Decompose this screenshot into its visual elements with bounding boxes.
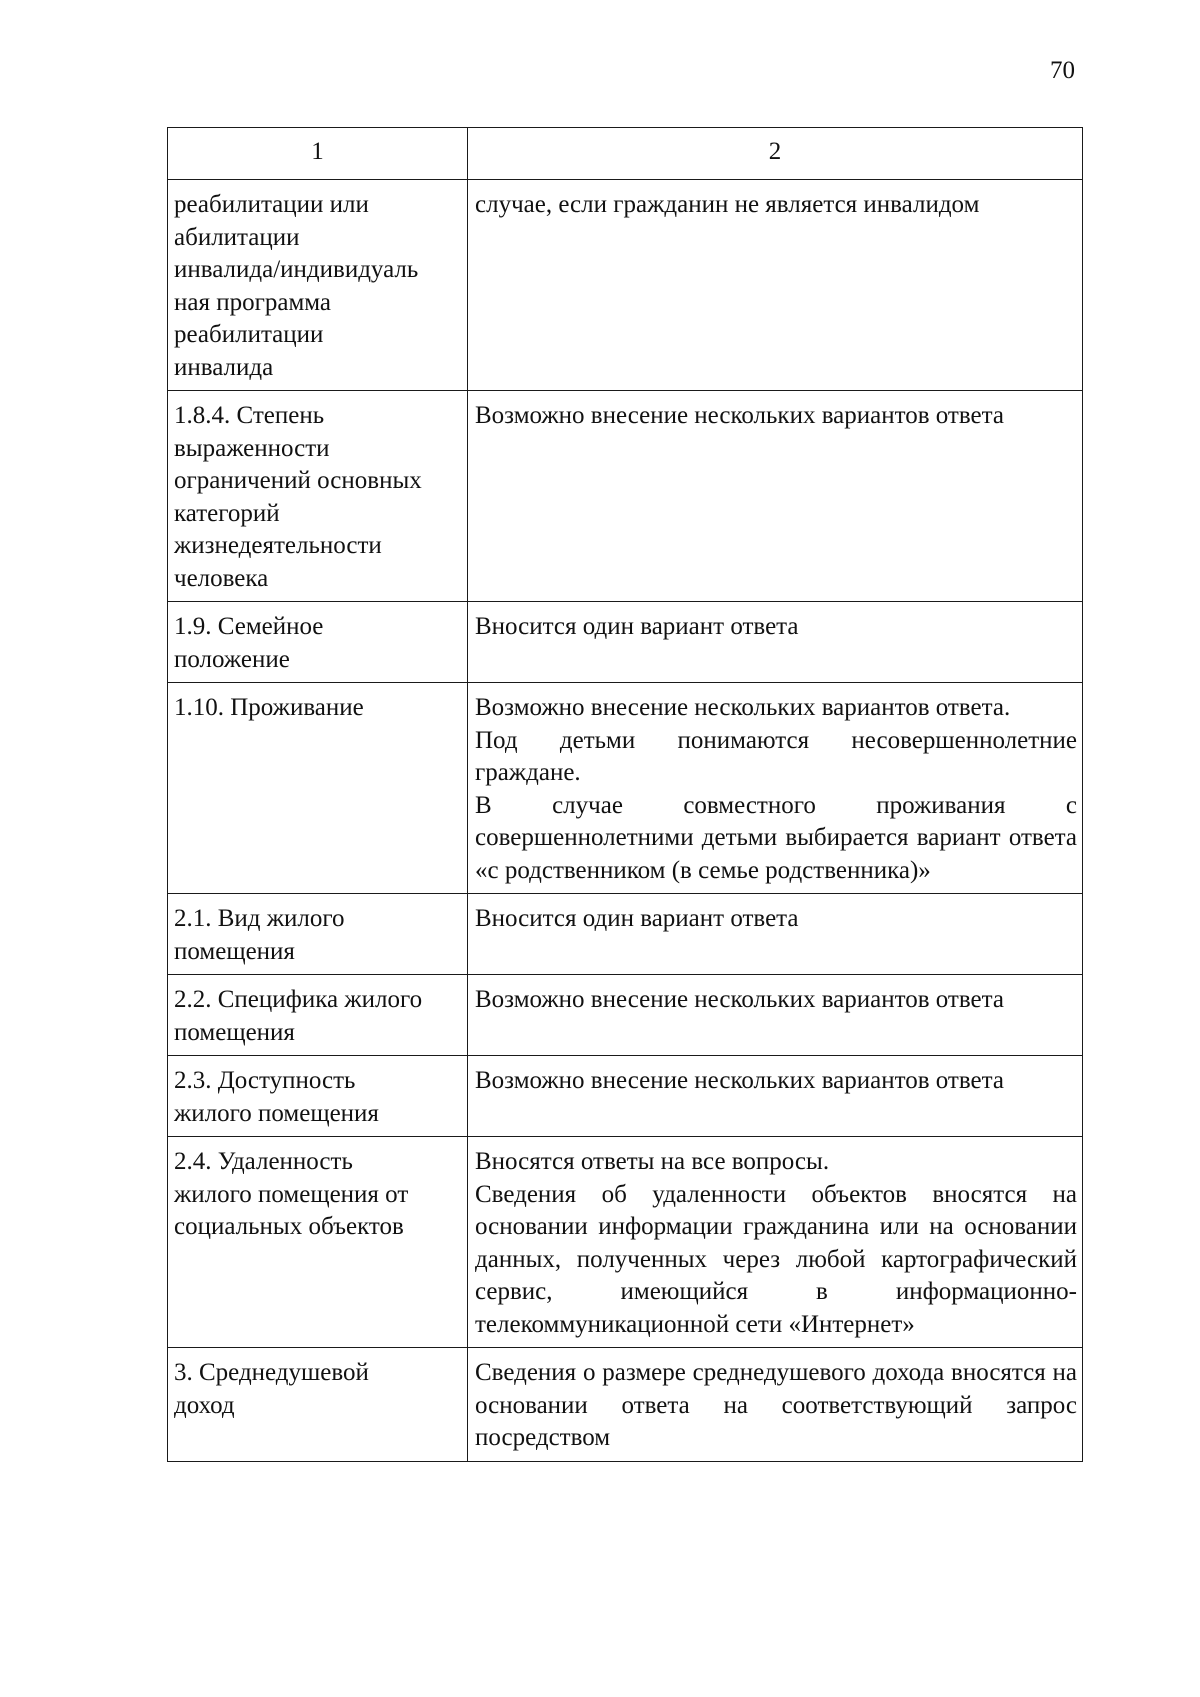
row-label-line: положение <box>174 645 290 673</box>
row-label-cell <box>168 975 468 1056</box>
row-label-line: ная программа <box>174 288 332 316</box>
row-description-paragraph: В случае совместного проживания с совершеннолетними детьми выбирается вариант ответа «с родственником (в семье родственника)» <box>475 791 1077 884</box>
table-row <box>168 683 1083 894</box>
row-description-cell <box>468 1348 1083 1462</box>
row-label-line: жизнедеятельности <box>174 532 382 559</box>
row-label-line: 2.2. Специфика жилого <box>174 986 423 1013</box>
row-description-paragraph: Возможно внесение нескольких вариантов ответа <box>475 986 1004 1013</box>
row-label-line: категорий <box>174 499 280 527</box>
row-description-paragraph: Вносится один вариант ответа <box>475 613 799 640</box>
row-label-cell <box>168 894 468 975</box>
row-label-line: помещения <box>174 1018 295 1046</box>
row-description-cell <box>468 602 1083 683</box>
row-label-cell <box>168 683 468 894</box>
row-description-paragraph: Возможно внесение нескольких вариантов ответа <box>475 1067 1004 1094</box>
table-row <box>168 1137 1083 1348</box>
row-label-line: 1.8.4. Степень <box>174 402 325 429</box>
row-label-line: 2.4. Удаленность <box>174 1148 353 1175</box>
row-label-line: человека <box>174 564 269 592</box>
row-label-line: жилого помещения <box>174 1099 379 1127</box>
row-description-paragraph: Вносятся ответы на все вопросы. <box>475 1148 830 1175</box>
row-label-cell <box>168 602 468 683</box>
row-description-cell <box>468 683 1083 894</box>
row-label-line: абилитации <box>174 223 300 251</box>
row-label-line: 1.9. Семейное <box>174 613 324 640</box>
row-label-cell <box>168 1348 468 1462</box>
row-label-line: доход <box>174 1391 235 1419</box>
row-label-cell <box>168 1056 468 1137</box>
row-label-line: инвалида <box>174 353 274 381</box>
row-label-line: 2.3. Доступность <box>174 1067 356 1094</box>
row-label-line: реабилитации <box>174 321 324 348</box>
table-row <box>168 602 1083 683</box>
table-row <box>168 894 1083 975</box>
row-label-line: выраженности <box>174 434 330 462</box>
row-label-line: реабилитации или <box>174 191 369 218</box>
table-header-row <box>168 128 1083 180</box>
row-label-cell <box>168 180 468 391</box>
row-label-cell <box>168 1137 468 1348</box>
row-label-line: 3. Среднедушевой <box>174 1359 369 1386</box>
table-row <box>168 180 1083 391</box>
row-description-cell <box>468 391 1083 602</box>
row-description-cell <box>468 894 1083 975</box>
column-header-1: 1 <box>168 128 468 180</box>
row-description-cell <box>468 180 1083 391</box>
row-label-line: социальных объектов <box>174 1213 404 1240</box>
row-label-line: 2.1. Вид жилого <box>174 905 345 932</box>
row-description-paragraph: Сведения о размере среднедушевого дохода вносятся на основании ответа на соответствующий запрос посредством <box>475 1359 1077 1451</box>
row-description-cell <box>468 975 1083 1056</box>
row-description-paragraph: Возможно внесение нескольких вариантов ответа. <box>475 694 1011 721</box>
page-number: 70 <box>1050 57 1075 84</box>
row-description-paragraph: Под детьми понимаются несовершеннолетние граждане. <box>475 726 1077 786</box>
column-header-2: 2 <box>468 128 1083 180</box>
row-label-line: ограничений основных <box>174 467 422 494</box>
row-description-paragraph: случае, если гражданин не является инвалидом <box>475 191 980 218</box>
row-label-line: 1.10. Проживание <box>174 694 364 721</box>
row-label-line: инвалида/индивидуаль <box>174 256 419 283</box>
table-row <box>168 1056 1083 1137</box>
table-row <box>168 975 1083 1056</box>
row-label-line: жилого помещения от <box>174 1180 409 1208</box>
row-description-cell <box>468 1137 1083 1348</box>
table-row <box>168 391 1083 602</box>
table-row <box>168 1348 1083 1462</box>
requirements-table <box>167 127 1083 1462</box>
row-description-paragraph: Вносится один вариант ответа <box>475 905 799 932</box>
row-label-cell <box>168 391 468 602</box>
row-description-cell <box>468 1056 1083 1137</box>
row-label-line: помещения <box>174 937 295 965</box>
row-description-paragraph: Возможно внесение нескольких вариантов ответа <box>475 402 1004 429</box>
row-description-paragraph: Сведения об удаленности объектов вносятся на основании информации гражданина или на основании данных, полученных через любой картографический сервис, имеющийся в информационно-телекоммуникационной сети «Интернет» <box>475 1180 1077 1338</box>
